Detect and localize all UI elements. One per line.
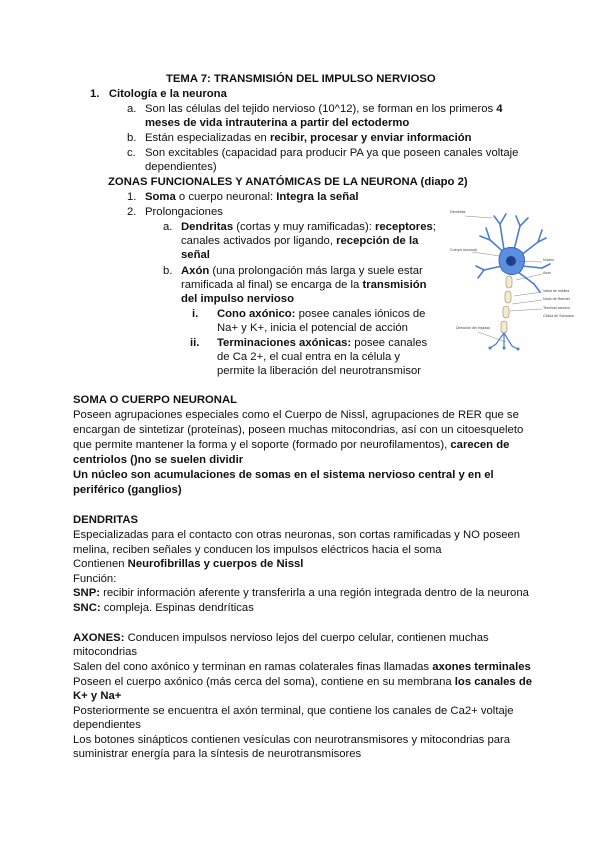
axones-line-3 bbox=[73, 660, 531, 674]
zona-1-bold-2: Integra la señal bbox=[276, 191, 359, 203]
axones-line-3-bold: axones terminales bbox=[432, 661, 531, 673]
zona-2b-line-3 bbox=[181, 292, 294, 306]
zona-2a-bold-4: señal bbox=[181, 249, 210, 261]
dendritas-line-1: Especializadas para el contacto con otras neuronas, son cortas ramificadas y NO poseen bbox=[73, 529, 521, 541]
zona-2a-text-2: canales activados por ligando, bbox=[181, 235, 337, 247]
item-1a-bold-2: meses de vida intrauterina a partir del ectodermo bbox=[145, 117, 410, 129]
figure-label-ranvier: Nodo de Ranvier bbox=[543, 297, 570, 301]
dendritas-line-2: melina, reciben señales y conducen los impulsos eléctricos hacia el soma bbox=[73, 544, 442, 556]
zona-2a-text: (cortas y muy ramificadas): bbox=[233, 221, 375, 233]
zona-2a-line-3 bbox=[181, 248, 210, 262]
zona-2b-line-2 bbox=[181, 278, 427, 292]
item-1a-text: Son las células del tejido nervioso (10^12), se forman en los primeros bbox=[145, 103, 497, 115]
axones-line-7: dependientes bbox=[73, 719, 141, 731]
item-1c-line-2: dependientes) bbox=[145, 161, 217, 173]
soma-heading: SOMA O CUERPO NEURONAL bbox=[73, 394, 238, 406]
zona-2a-marker: a. bbox=[163, 221, 173, 233]
zona-1-bold: Soma bbox=[145, 191, 176, 203]
zona-1-marker: 1. bbox=[127, 191, 137, 203]
item-1b-bold: recibir, procesar y enviar información bbox=[269, 132, 472, 144]
item-1a-marker: a. bbox=[127, 103, 137, 115]
figure-label-nucleo: Núcleo bbox=[543, 258, 555, 262]
axones-line-6: Posteriormente se encuentra el axón terminal, que contiene los canales de Ca2+ voltaje bbox=[73, 705, 514, 717]
axones-line-9: suministrar energía para la síntesis de neurotransmisores bbox=[73, 748, 362, 760]
dendritas-line-5 bbox=[73, 586, 529, 600]
zona-2b-bold: Axón bbox=[181, 265, 210, 277]
soma-line-5: Un núcleo son acumulaciones de somas en el sistema nervioso central y en el bbox=[73, 469, 494, 481]
dendritas-snp-label: SNP: bbox=[73, 587, 100, 599]
dendritas-line-3 bbox=[73, 557, 303, 571]
item-1c-line-1: Son excitables (capacidad para producir PA ya que poseen canales voltaje bbox=[145, 147, 519, 159]
zona-2b-marker: b. bbox=[163, 265, 173, 277]
axones-heading: AXONES: bbox=[73, 632, 125, 644]
figure-label-cuerpo: Cuerpo neuronal bbox=[450, 248, 477, 252]
soma-line-3-bold: carecen de bbox=[450, 439, 510, 451]
zona-2bi-marker: i. bbox=[192, 308, 199, 320]
figure-label-mielina: Vaina de mielina bbox=[543, 289, 570, 293]
zona-2b-bold-2: transmisión bbox=[362, 279, 427, 291]
zona-2bi-text: posee canales iónicos de bbox=[295, 308, 426, 320]
zona-2-line: Prolongaciones bbox=[145, 206, 223, 218]
zona-2b-line-1 bbox=[181, 264, 423, 278]
dendritas-heading: DENDRITAS bbox=[73, 514, 139, 526]
axones-line-4-bold: los canales de bbox=[454, 676, 533, 688]
item-1b-line bbox=[145, 131, 472, 145]
zona-2bi-line-1 bbox=[217, 307, 425, 321]
neuron-illustration bbox=[450, 206, 590, 354]
item-1b-text: Están especializadas en bbox=[145, 132, 270, 144]
soma-line-6: periférico (ganglios) bbox=[73, 484, 182, 496]
axones-line-5: K+ y Na+ bbox=[73, 690, 122, 702]
dendritas-line-6 bbox=[73, 601, 254, 615]
zona-2a-bold-2: receptores bbox=[374, 221, 433, 233]
item-1b-marker: b. bbox=[127, 132, 137, 144]
soma-line-2: encargan de sintetizar (proteínas), poseen muchas mitocondrias, así con un citoesqueleto bbox=[73, 424, 524, 436]
dendritas-line-4: Función: bbox=[73, 573, 117, 585]
zona-2a-semicolon: ; bbox=[432, 221, 436, 233]
zona-2bi-line-2: Na+ y K+, inicia el potencial de acción bbox=[217, 322, 408, 334]
axones-line-1-text: Conducen impulsos nervioso lejos del cuerpo celular, contienen muchas bbox=[124, 632, 489, 644]
figure-label-direccion: Dirección del impulso bbox=[456, 326, 491, 330]
axones-line-1 bbox=[73, 631, 489, 645]
dendritas-snp-text: recibir información aferente y transferirla a una región integrada dentro de la neurona bbox=[100, 587, 529, 599]
axones-line-4 bbox=[73, 675, 532, 689]
zona-1-line bbox=[145, 190, 359, 204]
zona-2a-line-2 bbox=[181, 234, 418, 248]
dendritas-snc-label: SNC: bbox=[73, 602, 101, 614]
soma-line-3 bbox=[73, 438, 509, 452]
item-1a-bold: 4 bbox=[496, 103, 503, 115]
zona-1-text: o cuerpo neuronal: bbox=[175, 191, 277, 203]
soma-line-4: centriolos ()no se suelen dividir bbox=[73, 454, 244, 466]
item-1 bbox=[90, 87, 227, 101]
axones-line-3-text: Salen del cono axónico y terminan en ramas colaterales finas llamadas bbox=[73, 661, 433, 673]
zona-2bi-bold: Cono axónico: bbox=[217, 308, 296, 320]
zona-2a-bold: Dendritas bbox=[181, 221, 234, 233]
item-1a-line-1 bbox=[145, 102, 503, 116]
figure-label-axon: Axón bbox=[543, 271, 552, 275]
zonas-heading: ZONAS FUNCIONALES Y ANATÓMICAS DE LA NEURONA (diapo 2) bbox=[108, 176, 468, 188]
neuron-diagram bbox=[450, 206, 590, 354]
document-title: TEMA 7: TRANSMISIÓN DEL IMPULSO NERVIOSO bbox=[166, 73, 436, 85]
soma-line-1: Poseen agrupaciones especiales como el Cuerpo de Nissl, agrupaciones de RER que se bbox=[73, 409, 519, 421]
zona-2bii-line-1 bbox=[217, 336, 427, 350]
item-1-title: Citología e la neurona bbox=[108, 88, 227, 100]
dendritas-snc-text: compleja. Espinas dendríticas bbox=[100, 602, 254, 614]
axones-line-4-text: Poseen el cuerpo axónico (más cerca del soma), contiene en su membrana bbox=[73, 676, 455, 688]
dendritas-line-3-bold: Neurofibrillas y cuerpos de Nissl bbox=[127, 558, 304, 570]
zona-2-marker: 2. bbox=[127, 206, 137, 218]
zona-2a-line-1 bbox=[181, 220, 436, 234]
zona-2bii-line-3: permite la liberación del neurotransmisor bbox=[217, 365, 422, 377]
zona-2bii-marker: ii. bbox=[190, 337, 200, 349]
zona-2b-text-2: ramificada al final) se encarga de la bbox=[181, 279, 363, 291]
dendritas-line-3-text: Contienen bbox=[73, 558, 128, 570]
item-1-number: 1. bbox=[90, 88, 100, 100]
zona-2bii-text: posee canales bbox=[351, 337, 428, 349]
zona-2bii-line-2: de Ca 2+, el cual entra en la célula y bbox=[217, 351, 401, 363]
axones-line-2: mitocondrias bbox=[73, 646, 138, 658]
figure-label-dendritas: Dendritas bbox=[450, 210, 466, 214]
figure-label-terminal: Terminal axónico bbox=[543, 306, 570, 310]
item-1a-line-2 bbox=[145, 116, 409, 130]
zona-2b-text: (una prolongación más larga y suele estar bbox=[209, 265, 423, 277]
soma-line-3-text: que permite mantener la forma y el soporte (formado por neurofilamentos), bbox=[73, 439, 451, 451]
item-1c-marker: c. bbox=[127, 147, 136, 159]
axones-line-8: Los botones sinápticos contienen vesículas con neurotransmisores y mitocondrias para bbox=[73, 734, 511, 746]
figure-label-schwann: Célula de Schwann bbox=[543, 314, 574, 318]
zona-2b-bold-3: del impulso nervioso bbox=[181, 293, 294, 305]
zona-2a-bold-3: recepción de la bbox=[336, 235, 419, 247]
zona-2bii-bold: Terminaciones axónicas: bbox=[217, 337, 352, 349]
